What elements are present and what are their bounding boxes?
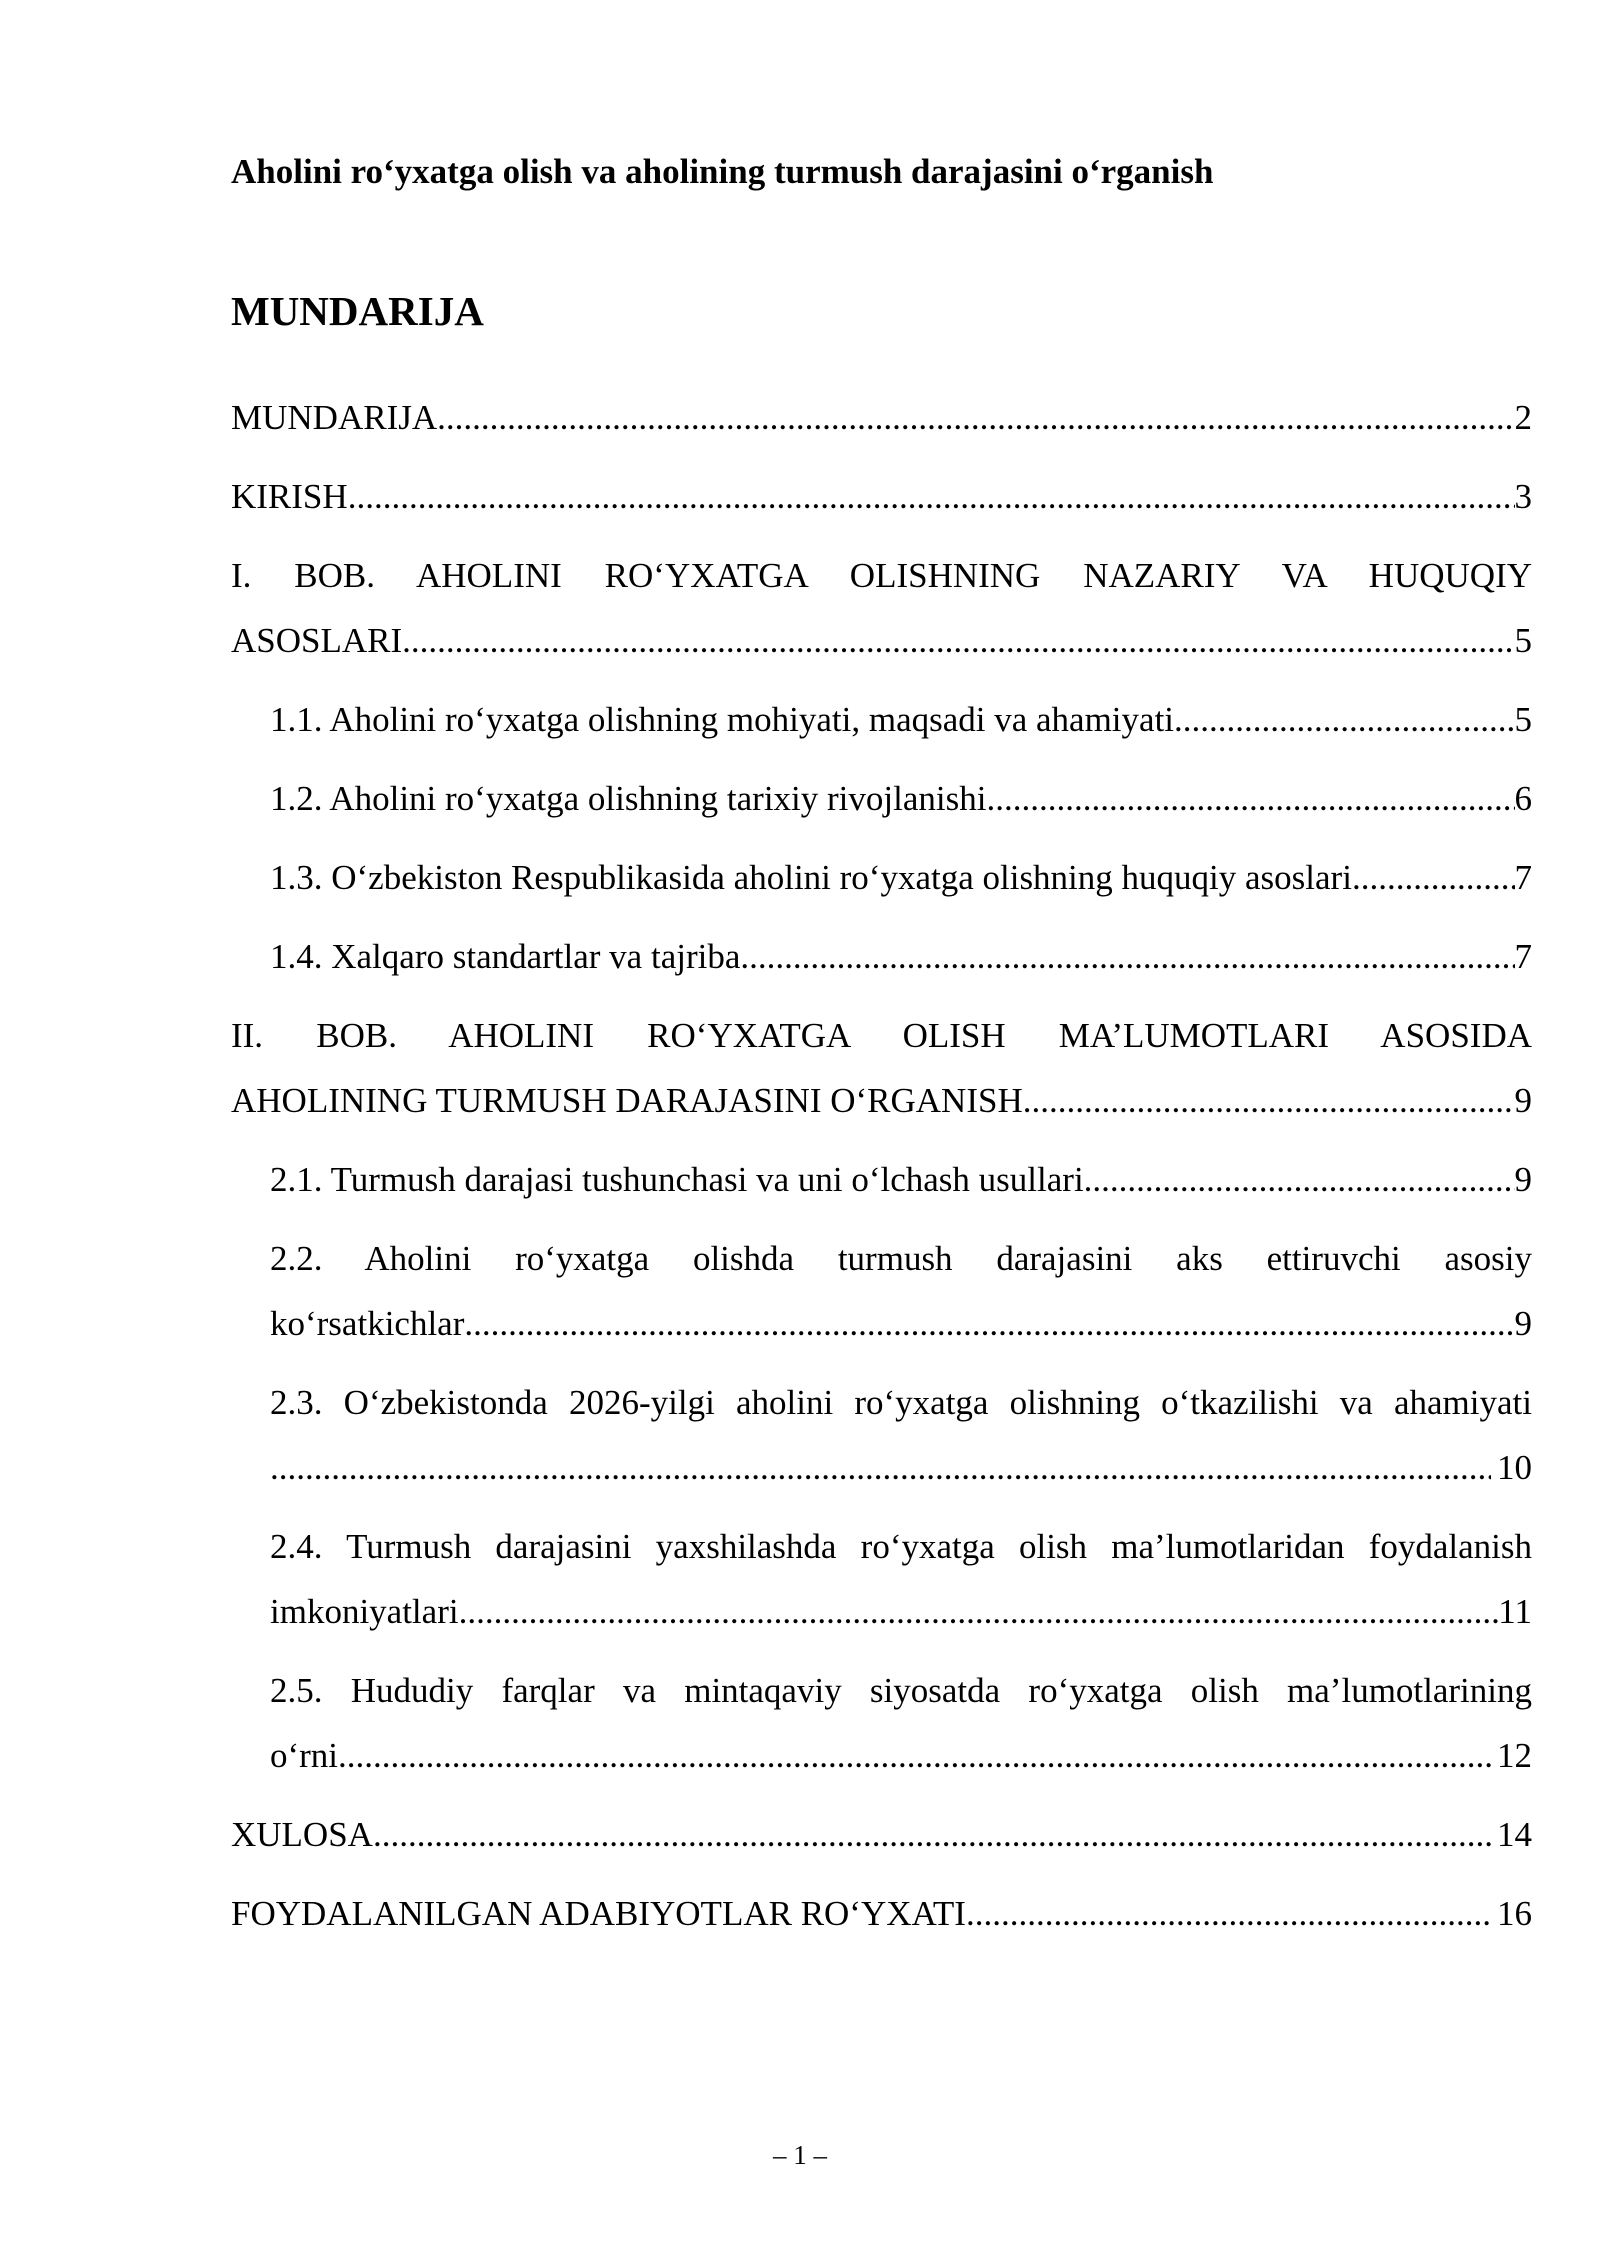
toc-page-number: 9 <box>1514 1081 1532 1120</box>
toc-entry-text: imkoniyatlari <box>270 1592 459 1631</box>
toc-page-number: 7 <box>1514 858 1532 897</box>
toc-entry-lead: 2.4. Turmush darajasini yaxshilashda ro‘yxatga olish ma’lumotlaridan foydalanish <box>270 1527 1532 1566</box>
toc-entry-bob-1[interactable] <box>231 543 1532 673</box>
toc-entry-text: 1.3. O‘zbekiston Respublikasida aholini ro‘yxatga olishning huquqiy asoslari <box>270 858 1352 897</box>
toc-entry-lead: 2.5. Hududiy farqlar va mintaqaviy siyosatda ro‘yxatga olish ma’lumotlarining <box>270 1671 1532 1710</box>
toc-page-number: 16 <box>1497 1894 1532 1933</box>
toc-page-number: 14 <box>1497 1815 1532 1854</box>
toc-entry-text: ASOSLARI <box>231 621 403 660</box>
toc-leader-dots <box>402 608 1514 673</box>
toc-page-number: 9 <box>1514 1160 1532 1199</box>
toc-page-number: 2 <box>1514 398 1532 437</box>
toc-leader-dots <box>966 1881 1491 1946</box>
toc-leader-dots <box>373 1802 1491 1867</box>
toc-entry-text: KIRISH <box>231 477 348 516</box>
toc-entry-lead: I. BOB. AHOLINI RO‘YXATGA OLISHNING NAZARIY VA HUQUQIY <box>231 556 1532 595</box>
toc-entry-1-1[interactable] <box>231 687 1532 752</box>
toc-leader-dots <box>270 1435 1491 1500</box>
toc-leader-dots <box>986 766 1514 831</box>
toc-leader-dots <box>464 1291 1514 1356</box>
toc-entry-text: MUNDARIJA <box>231 398 438 437</box>
toc-entry-kirish[interactable] <box>231 464 1532 529</box>
toc-page-number: 5 <box>1514 621 1532 660</box>
toc-entry-bob-2[interactable] <box>231 1003 1532 1133</box>
toc-leader-dots <box>1023 1068 1515 1133</box>
toc-page-number: 11 <box>1498 1592 1532 1631</box>
toc-entry-text: FOYDALANILGAN ADABIYOTLAR RO‘YXATI <box>231 1894 966 1933</box>
toc-entry-adabiyotlar[interactable] <box>231 1881 1532 1946</box>
toc-entry-text: 1.4. Xalqaro standartlar va tajriba <box>270 937 741 976</box>
toc-leader-dots <box>348 464 1515 529</box>
toc-leader-dots <box>1174 687 1514 752</box>
toc-page-number: 9 <box>1514 1304 1532 1343</box>
toc-leader-dots <box>740 924 1514 989</box>
toc-entry-lead: II. BOB. AHOLINI RO‘YXATGA OLISH MA’LUMOTLARI ASOSIDA <box>231 1016 1532 1055</box>
page-footer-number: – 1 – <box>773 2140 827 2170</box>
toc-entry-lead: 2.3. O‘zbekistonda 2026-yilgi aholini ro‘yxatga olishning o‘tkazilishi va ahamiyati <box>270 1383 1532 1422</box>
toc-leader-dots <box>1084 1147 1515 1212</box>
toc-page-number: 3 <box>1514 477 1532 516</box>
toc-entry-text: 1.1. Aholini ro‘yxatga olishning mohiyati, maqsadi va ahamiyati <box>270 700 1175 739</box>
toc-entry-text: AHOLINING TURMUSH DARAJASINI O‘RGANISH <box>231 1081 1023 1120</box>
toc-entry-text: 2.1. Turmush darajasi tushunchasi va uni o‘lchash usullari <box>270 1160 1084 1199</box>
toc-page-number: 10 <box>1497 1448 1532 1487</box>
toc-entry-1-3[interactable] <box>231 845 1532 910</box>
table-of-contents <box>231 385 1532 1960</box>
toc-entry-2-2[interactable] <box>231 1226 1532 1356</box>
toc-page-number: 7 <box>1514 937 1532 976</box>
toc-entry-2-4[interactable] <box>231 1514 1532 1644</box>
toc-entry-2-5[interactable] <box>231 1658 1532 1788</box>
toc-entry-mundarija[interactable] <box>231 385 1532 450</box>
toc-entry-text: o‘rni <box>270 1736 339 1775</box>
toc-entry-text: ko‘rsatkichlar <box>270 1304 465 1343</box>
toc-leader-dots <box>1352 845 1515 910</box>
toc-entry-text: 1.2. Aholini ro‘yxatga olishning tarixiy rivojlanishi <box>270 779 987 818</box>
toc-page-number: 12 <box>1497 1736 1532 1775</box>
toc-page-number: 6 <box>1514 779 1532 818</box>
toc-entry-1-2[interactable] <box>231 766 1532 831</box>
document-title: Aholini ro‘yxatga olish va aholining turmush darajasini o‘rganish <box>231 152 1214 191</box>
toc-entry-1-4[interactable] <box>231 924 1532 989</box>
toc-page-number: 5 <box>1514 700 1532 739</box>
toc-heading: MUNDARIJA <box>231 288 484 334</box>
toc-entry-xulosa[interactable] <box>231 1802 1532 1867</box>
toc-leader-dots <box>437 385 1514 450</box>
toc-entry-lead: 2.2. Aholini ro‘yxatga olishda turmush darajasini aks ettiruvchi asosiy <box>270 1239 1532 1278</box>
toc-leader-dots <box>338 1723 1491 1788</box>
toc-entry-2-1[interactable] <box>231 1147 1532 1212</box>
toc-entry-text: XULOSA <box>231 1815 373 1854</box>
toc-entry-2-3[interactable] <box>231 1370 1532 1500</box>
toc-leader-dots <box>459 1579 1499 1644</box>
